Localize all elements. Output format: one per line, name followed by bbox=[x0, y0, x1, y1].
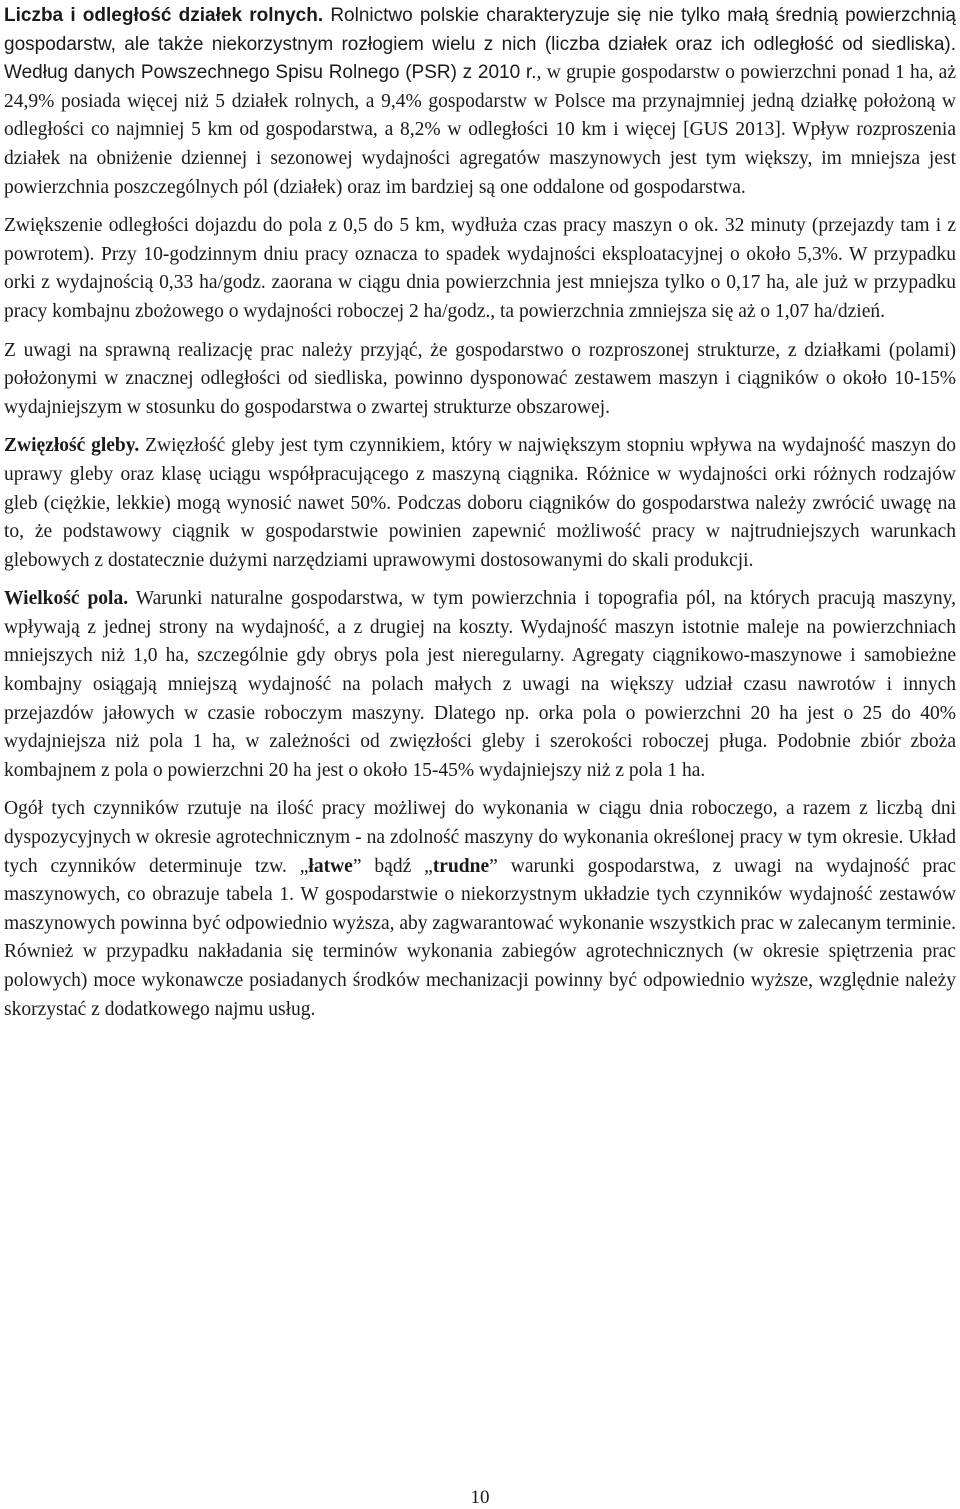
paragraph-text: Zwiększenie odległości dojazdu do pola z 0,5 do 5 km, wydłuża czas pracy maszyn o ok. 32 minuty (przejazdy tam i z powrotem). Przy 10-godzinnym dniu pracy oznacza to spadek wydajności eksploatacyjnej o około 5,3%. W przypadku orki z wydajnością 0,33 ha/godz. zaorana w ciągu dnia powierzchnia jest mniejsza tylko o 0,17 ha, ale już w przypadku pracy kombajnu zbożowego o wydajności roboczej 2 ha/godz., ta powierzchnia zmniejsza się aż o 1,07 ha/dzień. bbox=[4, 215, 956, 322]
paragraph-scattered-farm bbox=[4, 337, 956, 423]
paragraph-plot-count bbox=[4, 2, 956, 202]
bold-term-easy: łatwe bbox=[308, 855, 353, 877]
paragraph-field-size bbox=[4, 585, 956, 785]
heading-plot-count: Liczba i odległość działek rolnych. bbox=[4, 5, 324, 26]
paragraph-soil-compactness bbox=[4, 432, 956, 575]
paragraph-conditions bbox=[4, 795, 956, 1024]
paragraph-text: , w grupie gospodarstw o powierzchni ponad 1 ha, aż 24,9% posiada więcej niż 5 działek rolnych, a 9,4% gospodarstw w Polsce ma przynajmniej jedną działkę położoną w odległości co najmniej 5 km od gospodarstwa, a 8,2% w odległości 10 km i więcej [GUS 2013]. bbox=[4, 62, 956, 141]
paragraph-travel-distance bbox=[4, 212, 956, 326]
paragraph-text: Wpływ rozproszenia działek na obniżenie dziennej i sezonowej wydajności agregatów maszynowych jest tym większy, im mniejsza jest powierzchnia poszczególnych pól (działek) oraz im bardziej są one oddalone od gospodarstwa. bbox=[4, 119, 956, 198]
paragraph-text: Warunki naturalne gospodarstwa, w tym powierzchnia i topografia pól, na których pracują maszyny, wpływają z jednej strony na wydajność, a z drugiej na koszty. Wydajność maszyn istotnie maleje na powierzchniach mniejszych niż 1,0 ha, szczególnie gdy obrys pola jest nieregularny. Agregaty ciągnikowo-maszynowe i samobieżne kombajny osiągają mniejszą wydajność na polach małych z uwagi na większy udział czasu nawrotów i innych przejazdów jałowych w czasie roboczym maszyny. Dlatego np. orka pola o powierzchni 20 ha jest o 25 do 40% wydajniejsza niż pola 1 ha, w zależności od zwięzłości gleby i szerokości roboczej pługa. Podobnie zbiór zboża kombajnem z pola o powierzchni 20 ha jest o około 15-45% wydajniejszy niż z pola 1 ha. bbox=[4, 588, 956, 781]
document-page bbox=[4, 2, 956, 1024]
paragraph-text: Z uwagi na sprawną realizację prac należy przyjąć, że gospodarstwo o rozproszonej strukturze, z działkami (polami) położonymi w znacznej odległości od siedliska, powinno dysponować zestawem maszyn i ciągników o około 10-15% wydajniejszym w stosunku do gospodarstwa o zwartej strukturze obszarowej. bbox=[4, 339, 956, 418]
page-number: 10 bbox=[470, 1487, 490, 1508]
paragraph-text: Zwięzłość gleby jest tym czynnikiem, który w największym stopniu wpływa na wydajność maszyn do uprawy gleby oraz klasę uciągu współpracującego z maszyną ciągnika. Różnice w wydajności orki różnych rodzajów gleb (ciężkie, lekkie) mogą wynosić nawet 50%. Podczas doboru ciągników do gospodarstwa należy zwrócić uwagę na to, że podstawowy ciągnik w gospodarstwie powinien zapewnić możliwość pracy w najtrudniejszych warunkach glebowych z dostatecznie dużymi narzędziami uprawowymi dostosowanymi do skali produkcji. bbox=[4, 435, 956, 571]
paragraph-text: ” warunki gospodarstwa, z uwagi na wydajność prac maszynowych, co obrazuje tabela 1. W gospodarstwie o niekorzystnym układzie tych czynników wydajność zestawów maszynowych powinna być odpowiednio wyższa, aby zagwarantować wykonanie wszystkich prac w zalecanym terminie. Również w przypadku nakładania się terminów wykonania zabiegów agrotechnicznych (w okresie spiętrzenia prac polowych) moce wykonawcze posiadanych środków mechanizacji powinny być odpowiednio wyższe, względnie należy skorzystać z dodatkowego najmu usług. bbox=[4, 855, 957, 1020]
heading-field-size: Wielkość pola. bbox=[4, 588, 129, 610]
bold-term-hard: trudne bbox=[432, 855, 490, 877]
paragraph-text: Ogół tych czynników rzutuje na ilość pracy możliwej do wykonania w ciągu dnia roboczego, a razem z liczbą dni dyspozycyjnych w okresie agrotechnicznym - na zdolność maszyny do wykonania określonej pracy w tym okresie. Układ tych czynników determinuje tzw. „ bbox=[4, 798, 956, 877]
paragraph-text: ” bądź „ bbox=[352, 855, 433, 877]
heading-soil-compactness: Zwięzłość gleby. bbox=[4, 435, 140, 457]
paragraph-text: Rolnictwo polskie charakteryzuje się nie tylko małą średnią powierzchnią gospodarstw, ale także niekorzystnym rozłogiem wielu z nich (liczba działek oraz ich odległość od siedliska). Według danych Powszechnego Spisu Rolnego (PSR) z 2010 r. bbox=[4, 5, 956, 84]
